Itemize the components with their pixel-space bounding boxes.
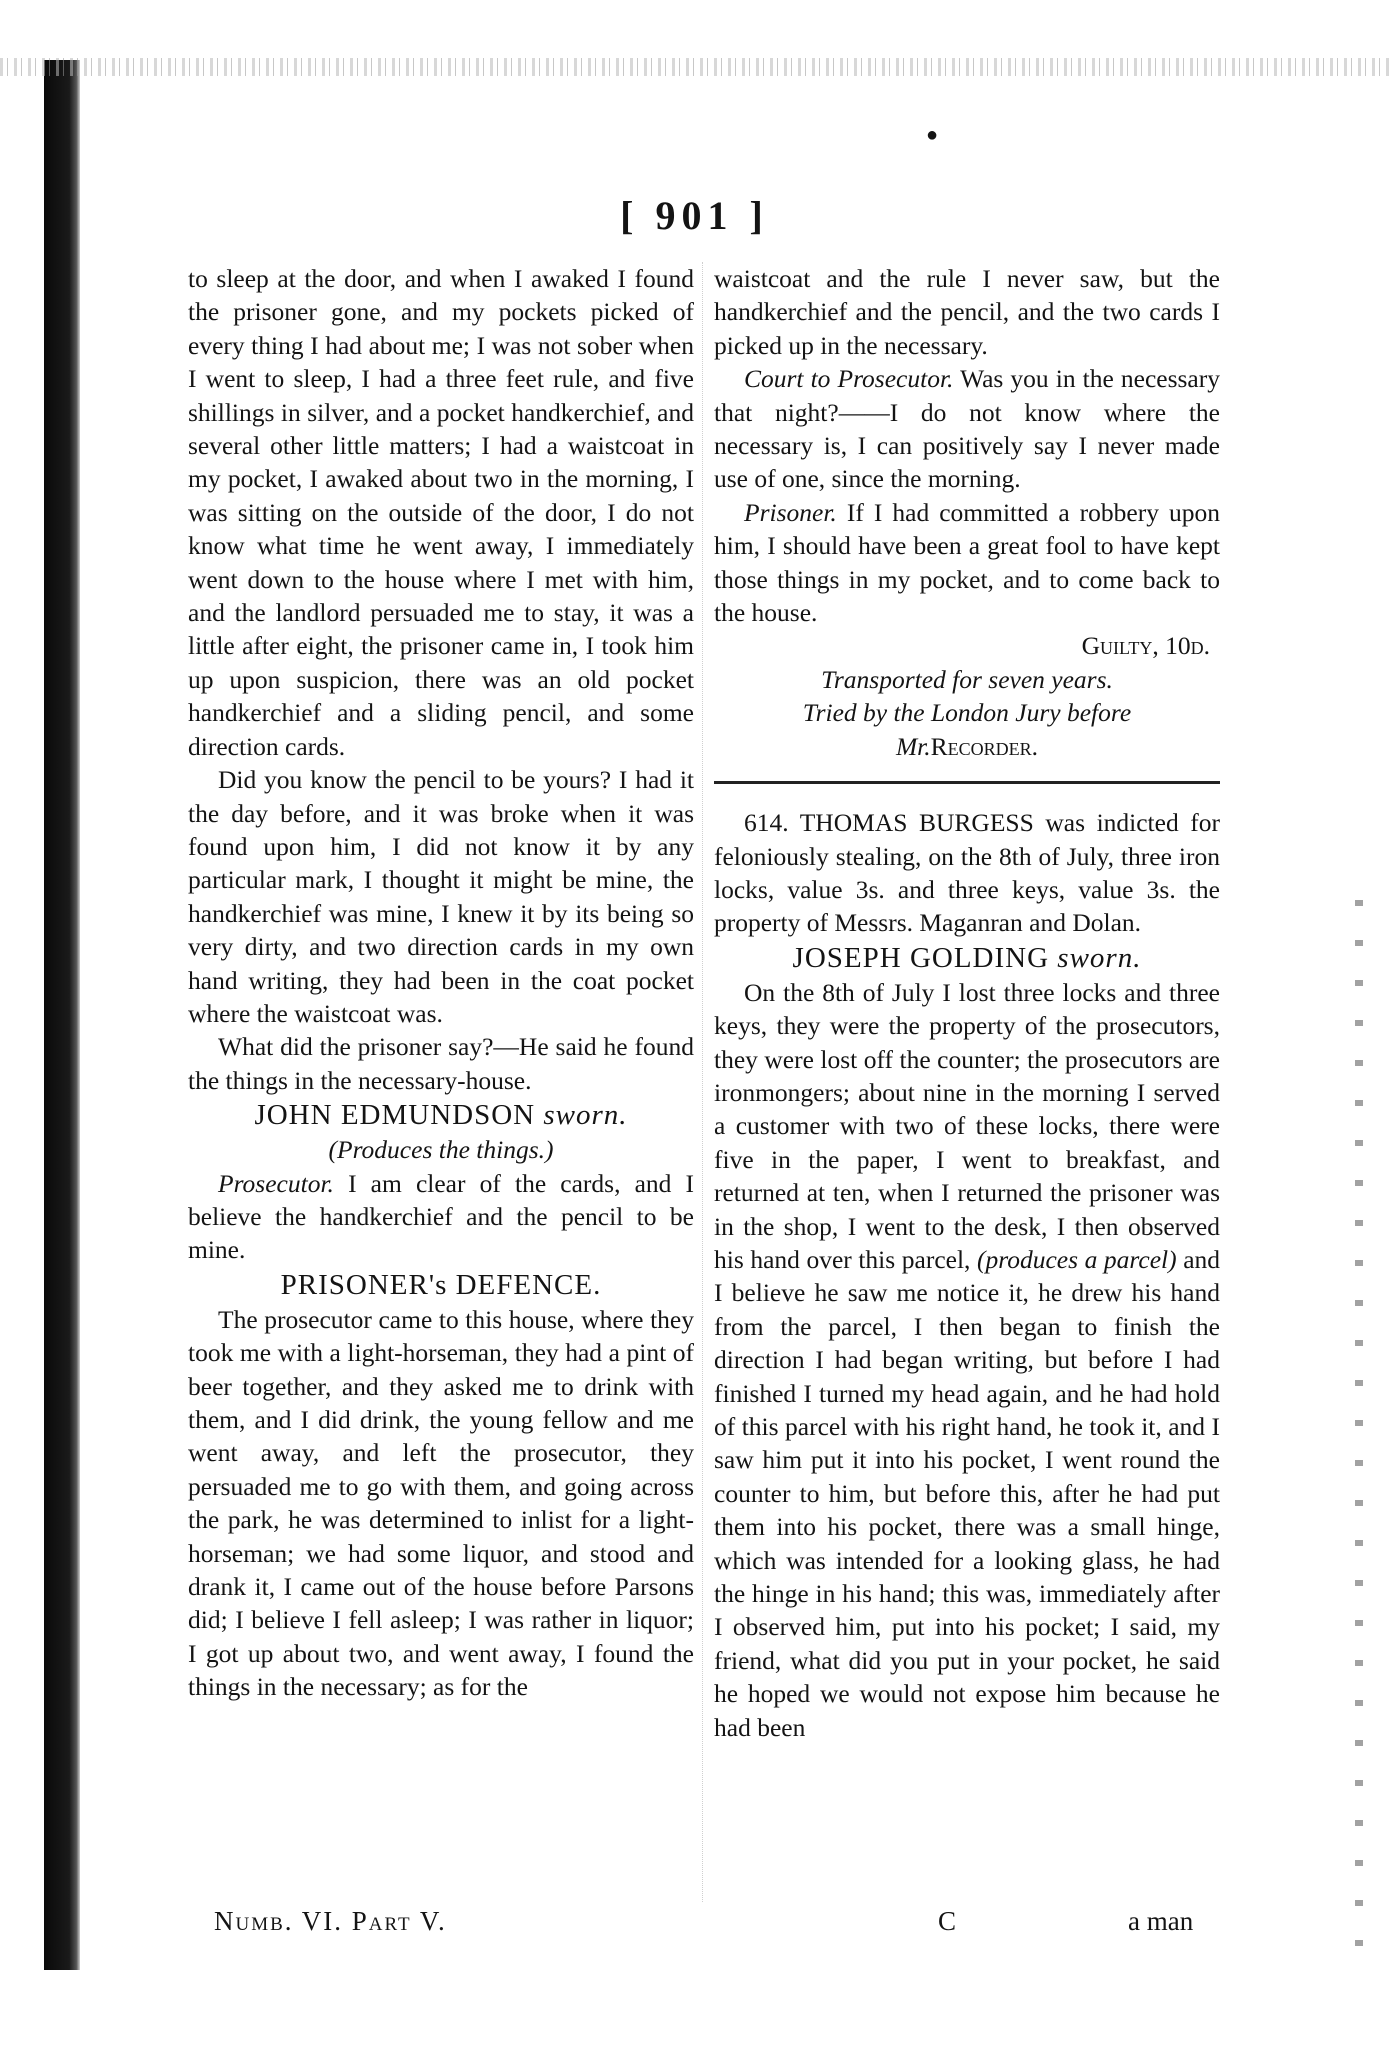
witness-sworn: sworn. xyxy=(543,1099,628,1132)
witness-heading-2 xyxy=(714,940,1220,976)
right-paragraph-4 xyxy=(714,976,1220,1744)
witness-note: (Produces the things.) xyxy=(328,1135,554,1165)
case-indictment xyxy=(714,806,1220,940)
judge-title: Mr. xyxy=(895,731,931,761)
witness-sworn: sworn. xyxy=(1057,941,1142,974)
left-column xyxy=(188,262,694,1704)
defendant-name: THOMAS BURGESS xyxy=(799,808,1034,838)
testimony-note: (produces a parcel) xyxy=(977,1244,1177,1274)
right-paragraph-3 xyxy=(714,496,1220,630)
right-column xyxy=(714,262,1220,1744)
sentence-line-1: Transported for seven years. xyxy=(821,664,1113,694)
footer-number-part: Numb. VI. Part V. xyxy=(214,1906,447,1936)
sentence-line-2: Tried by the London Jury before xyxy=(802,698,1132,728)
speaker-label: Prosecutor. xyxy=(218,1168,334,1198)
ink-dot: ● xyxy=(926,124,939,146)
indictment-text: was indicted for feloniously stealing, on the 8th of July, three iron locks, value 3s. and three keys, value 3s. the property of Messrs. Maganran and Dolan. xyxy=(714,808,1221,938)
speaker-label: Prisoner. xyxy=(744,497,837,527)
witness-heading xyxy=(188,1097,694,1133)
left-paragraph-2: Did you know the pencil to be yours? I had it the day before, and it was broke when it was found upon him, I did not know it by any particular mark, I thought it might be mine, the handkerchief was mine, I knew it by its being so very dirty, and two direction cards in my own hand writing, they had been in the coat pocket where the waistcoat was. xyxy=(188,765,694,1028)
testimony-part-1: On the 8th of July I lost three locks and three keys, they were the property of the prosecutors, they were lost off the counter; the prosecutors are ironmongers; about nine in the morning I served a customer with two of these locks, there were five in the paper, I went to breakfast, and returned at ten, when I returned the prisoner was in the shop, I went to the desk, I then observed his hand over this parcel, xyxy=(714,977,1220,1274)
left-paragraph-3: What did the prisoner say?—He said he found the things in the necessary-house. xyxy=(188,1032,694,1095)
speaker-text: I am clear of the cards, and I believe the handkerchief and the pencil to be mine. xyxy=(188,1168,695,1265)
verdict: Guilty, 10d. xyxy=(1081,631,1210,661)
speaker-text: If I had committed a robbery upon him, I should have been a great fool to have kept those things in my pocket, and to come back to the house. xyxy=(714,497,1220,628)
page-top-edge xyxy=(0,58,1389,76)
case-number: 614. xyxy=(744,808,789,838)
defence-heading: PRISONER's DEFENCE. xyxy=(280,1268,602,1301)
footer-signature-mark: C xyxy=(938,1906,957,1936)
column-divider xyxy=(702,262,703,1902)
left-paragraph-1: to sleep at the door, and when I awaked I found the prisoner gone, and my pockets picked of every thing I had about me; I was not sober when I went to sleep, I had a three feet rule, and five shillings in silver, and a pocket handkerchief, and several other little matters; I had a waistcoat in my pocket, I awaked about two in the morning, I was sitting on the outside of the door, I do not know what time he went away, I immediately went down to the house where I met with him, and the landlord persuaded me to stay, it was a little after eight, the prisoner came in, I took him up upon suspicion, there was an old pocket handkerchief and a sliding pencil, and some direction cards. xyxy=(188,264,694,761)
footer-catchword: a man xyxy=(1128,1906,1194,1936)
judge-name: Recorder. xyxy=(930,731,1039,761)
left-paragraph-4 xyxy=(188,1167,694,1267)
book-spine-shadow xyxy=(44,60,80,1970)
right-paragraph-1: waistcoat and the rule I never saw, but the handkerchief and the pencil, and the two cards I picked up in the necessary. xyxy=(714,264,1220,360)
sentence-line-3 xyxy=(714,730,1220,763)
left-paragraph-5: The prosecutor came to this house, where they took me with a light-horseman, they had a pint of beer together, and they asked me to drink with them, and I did drink, the young fellow and me went away, and left the prosecutor, they persuaded me to go with them, and going across the park, he was determined to inlist for a light-horseman; we had some liquor, and stood and drank it, I came out of the house before Parsons did; I believe I fell asleep; I was rather in liquor; I got up about two, and went away, I found the things in the necessary; as for the xyxy=(188,1304,694,1702)
margin-marks xyxy=(1355,900,1363,1950)
speaker-label: Court to Prosecutor. xyxy=(744,364,954,394)
witness-name: JOSEPH GOLDING xyxy=(792,941,1050,974)
witness-name: JOHN EDMUNDSON xyxy=(254,1099,536,1132)
testimony-part-2: and I believe he saw me notice it, he drew his hand from the parcel, I then began to finish the direction I had began writing, but before I had finished I turned my head again, and he had hold of this parcel with his right hand, he took it, and I saw him put it into his pocket, I went round the counter to him, but before this, after he had put them into his pocket, there was a small hinge, which was intended for a looking glass, he had the hinge in his hand; this was, immediately after I observed him, put into his pocket; I said, my friend, what did you put in your pocket, he said he hoped we would not expose him because he had been xyxy=(714,1244,1221,1742)
case-separator-rule xyxy=(714,781,1220,784)
page-number-header: [ 901 ] xyxy=(620,193,769,238)
right-paragraph-2 xyxy=(714,362,1220,496)
speaker-text: Was you in the necessary that night?——I do not know where the necessary is, I can positively say I never made use of one, since the morning. xyxy=(714,364,1220,494)
